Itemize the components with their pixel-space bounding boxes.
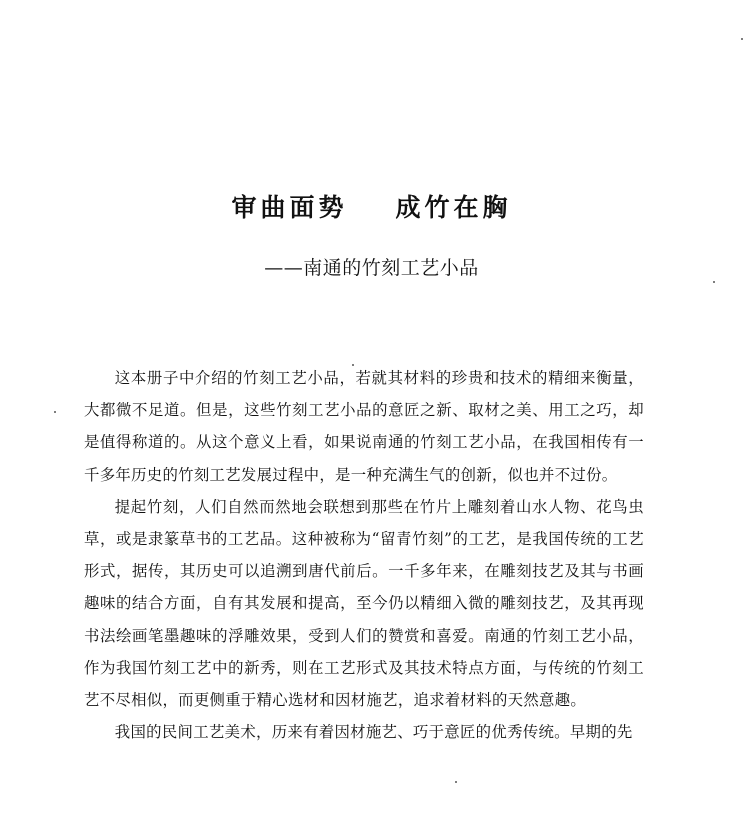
paragraph-1: 这本册子中介绍的竹刻工艺小品，若就其材料的珍贵和技术的精细来衡量，大都微不足道。但是，这些竹刻工艺小品的意匠之新、取材之美、用工之巧，却是值得称道的。从这个意义上看，如果说南通的竹刻工艺小品，在我国相传有一千多年历史的竹刻工艺发展过程中，是一种充满生气的创新，似也并不过份。	[84, 369, 644, 484]
title-left: 审曲面势	[231, 193, 348, 222]
body-text	[84, 362, 644, 748]
scan-speck	[713, 281, 715, 283]
paragraph-3: 我国的民间工艺美术，历来有着因材施艺、巧于意匠的优秀传统。早期的先	[114, 723, 633, 742]
page-subtitle: ——南通的竹刻工艺小品	[264, 257, 479, 279]
paragraph-2: 提起竹刻，人们自然而然地会联想到那些在竹片上雕刻着山水人物、花鸟虫草，或是隶篆草书的工艺品。这种被称为“留青竹刻”的工艺，是我国传统的工艺形式，据传，其历史可以追溯到唐代前后。一千多年来，在雕刻技艺及其与书画趣味的结合方面，自有其发展和提高，至今仍以精细入微的雕刻技艺，及其再现书法绘画笔墨趣味的浮雕效果，受到人们的赞赏和喜爱。南通的竹刻工艺小品，作为我国竹刻工艺中的新秀，则在工艺形式及其技术特点方面，与传统的竹刻工艺不尽相似，而更侧重于精心选材和因材施艺，追求着材料的天然意趣。	[84, 497, 644, 710]
scan-speck	[54, 411, 56, 413]
scan-speck	[352, 364, 354, 366]
scan-speck	[455, 781, 457, 783]
page-title	[0, 188, 743, 224]
title-right: 成竹在胸	[395, 193, 512, 222]
